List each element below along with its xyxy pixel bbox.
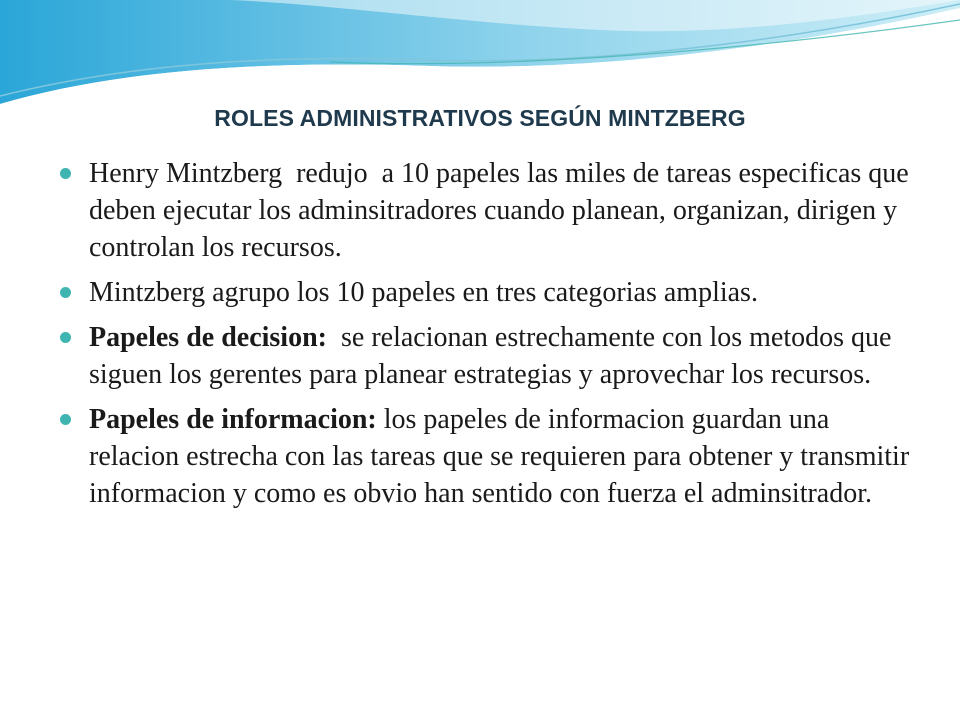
bullet-lead: Papeles de decision: bbox=[89, 322, 327, 353]
decorative-wave-header bbox=[0, 0, 960, 110]
bullet-text: los papeles de informacion guardan una relacion estrecha con las tareas que se requieren para obtener y transmitir informacion y como es obvio han sentido con fuerza el adminsitrador. bbox=[89, 404, 917, 509]
bullet-dot-icon bbox=[60, 332, 71, 343]
bullet-text: Henry Mintzberg redujo a 10 papeles las miles de tareas especificas que deben ejecutar los adminsitradores cuando planean, organizan, dirigen y controlan los recursos. bbox=[89, 158, 916, 263]
bullet-text: Mintzberg agrupo los 10 papeles en tres categorias amplias. bbox=[89, 277, 758, 308]
bullet-lead: Papeles de informacion: bbox=[89, 404, 377, 435]
bullet-dot-icon bbox=[60, 287, 71, 298]
bullet-item bbox=[60, 274, 910, 311]
bullet-item bbox=[60, 319, 910, 393]
bullet-item bbox=[60, 155, 916, 266]
slide-title: ROLES ADMINISTRATIVOS SEGÚN MINTZBERG bbox=[214, 105, 746, 131]
bullet-list bbox=[60, 155, 917, 520]
bullet-text: se relacionan estrechamente con los metodos que siguen los gerentes para planear estrategias y aprovechar los recursos. bbox=[89, 322, 899, 390]
bullet-dot-icon bbox=[60, 414, 71, 425]
bullet-item bbox=[60, 401, 917, 512]
bullet-dot-icon bbox=[60, 168, 71, 179]
